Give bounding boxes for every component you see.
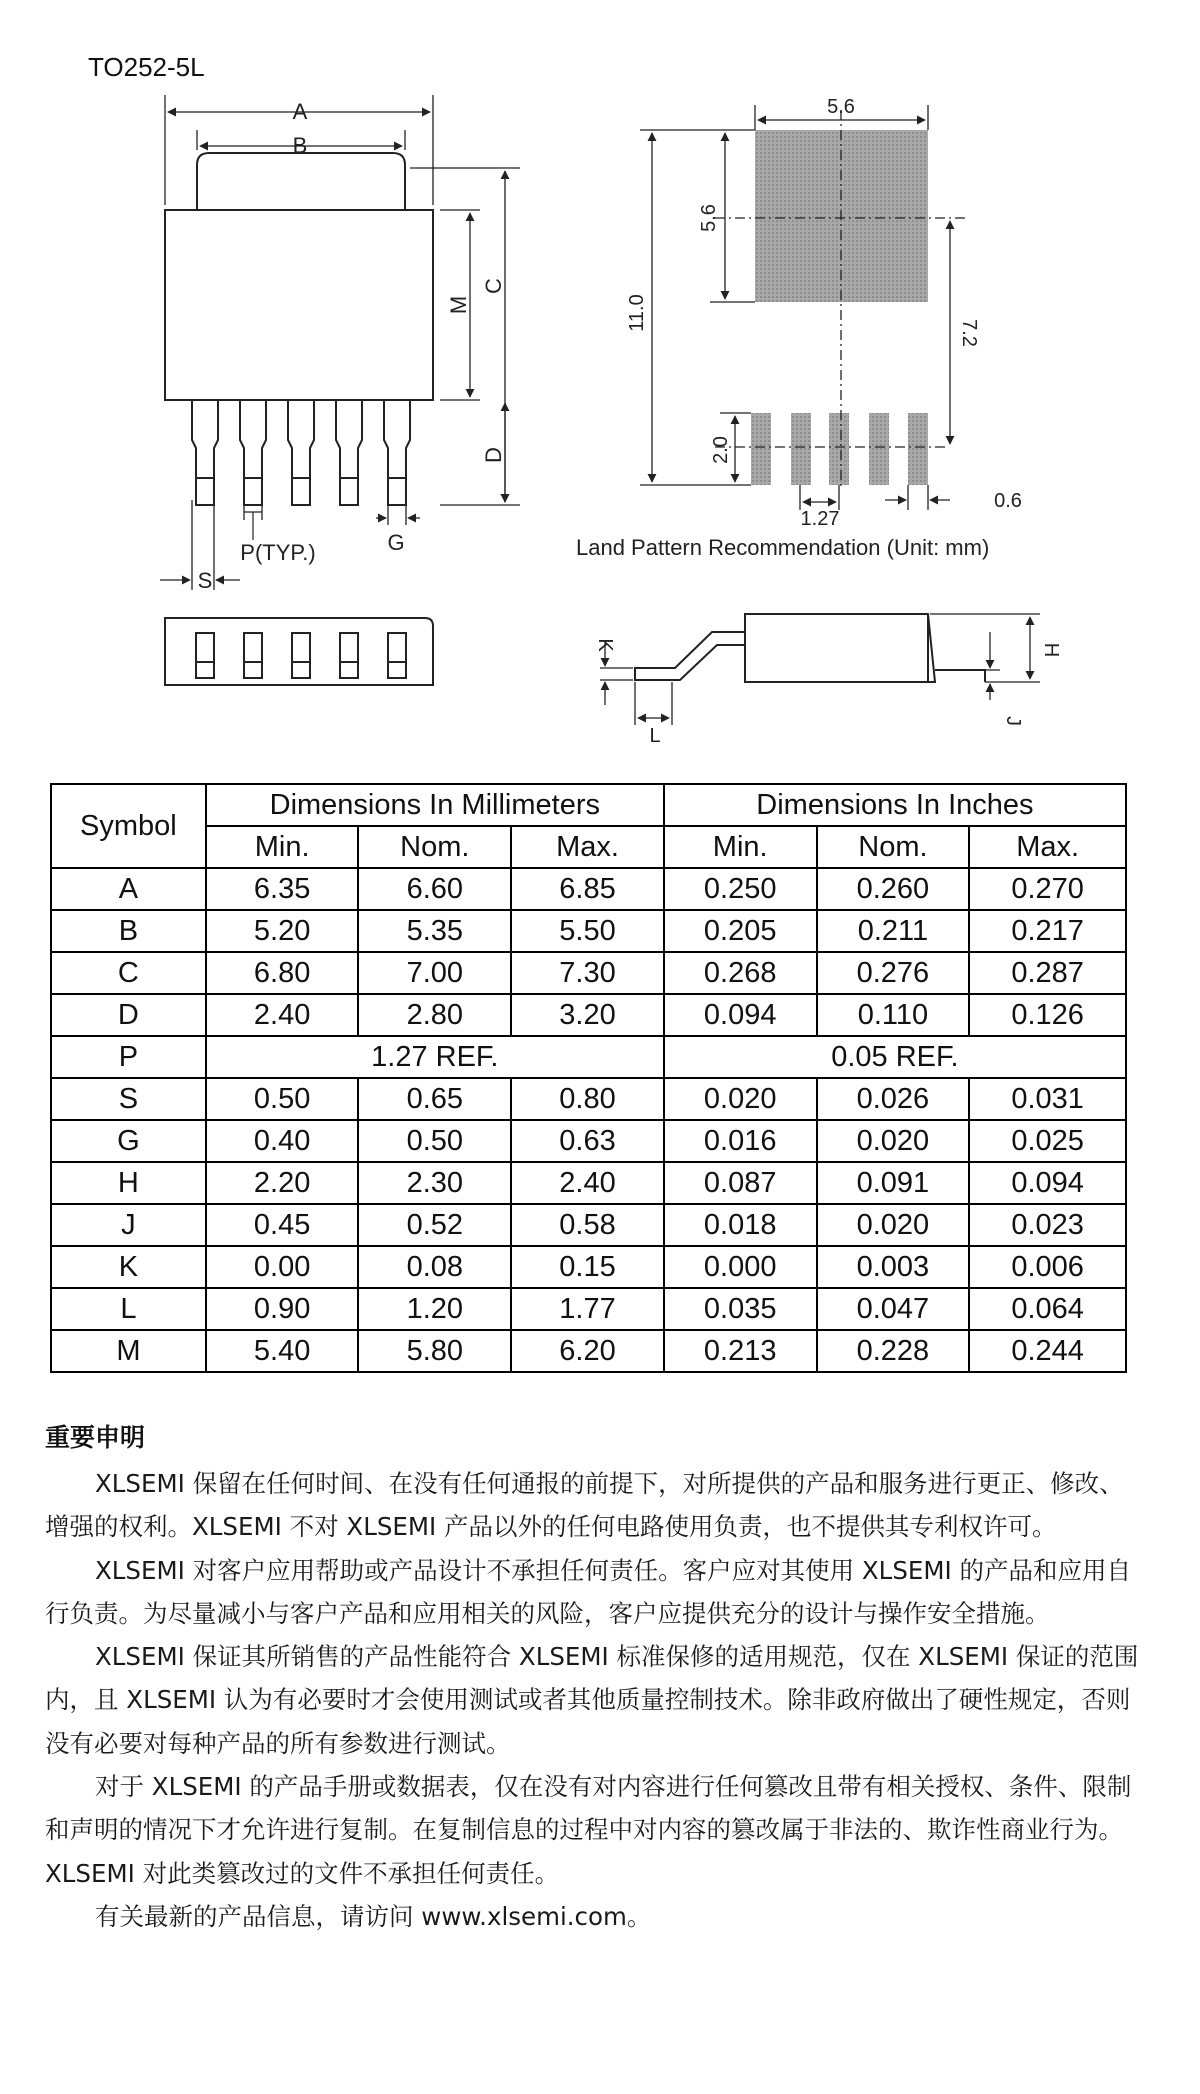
front-view: [165, 618, 433, 685]
value-cell: 6.80: [206, 952, 359, 994]
label-M: M: [446, 295, 471, 315]
subheader-in-min: Min.: [664, 826, 817, 868]
value-cell: 7.00: [358, 952, 511, 994]
symbol-cell: L: [51, 1288, 206, 1330]
land-pattern-caption: Land Pattern Recommendation (Unit: mm): [576, 535, 990, 560]
subheader-mm-max: Max.: [511, 826, 664, 868]
value-cell: 5.80: [358, 1330, 511, 1372]
value-cell: 7.30: [511, 952, 664, 994]
value-cell: 2.40: [206, 994, 359, 1036]
table-row: [51, 1288, 1126, 1330]
notice-body: [45, 1462, 1145, 1938]
value-cell: 0.094: [664, 994, 817, 1036]
symbol-cell: J: [51, 1204, 206, 1246]
package-drawing: [0, 0, 1200, 760]
label-S: S: [197, 568, 213, 593]
label-G: G: [387, 530, 405, 555]
value-cell: 0.087: [664, 1162, 817, 1204]
value-cell: 0.213: [664, 1330, 817, 1372]
value-cell: 0.003: [817, 1246, 970, 1288]
value-cell: 0.020: [664, 1078, 817, 1120]
table-row: [51, 868, 1126, 910]
inch-header: Dimensions In Inches: [664, 784, 1126, 826]
value-cell: 0.15: [511, 1246, 664, 1288]
symbol-cell: P: [51, 1036, 206, 1078]
land-dim-height: 5.6: [698, 204, 720, 232]
land-dim-total: 11.0: [626, 294, 648, 332]
land-pattern: [576, 96, 1022, 560]
label-P: P(TYP.): [240, 540, 316, 565]
subheader-in-max: Max.: [969, 826, 1126, 868]
value-cell: 0.268: [664, 952, 817, 994]
symbol-cell: G: [51, 1120, 206, 1162]
value-cell: 0.08: [358, 1246, 511, 1288]
value-cell: 0.228: [817, 1330, 970, 1372]
value-cell: 0.50: [358, 1120, 511, 1162]
table-row: [51, 1246, 1126, 1288]
value-cell: 0.52: [358, 1204, 511, 1246]
value-cell: 0.211: [817, 910, 970, 952]
dimensions-table: [50, 783, 1127, 1373]
notice-paragraph: XLSEMI 对客户应用帮助或产品设计不承担任何责任。客户应对其使用 XLSEMI 的产品和应用自行负责。为尽量减小与客户产品和应用相关的风险，客户应提供充分的设计与操作安全措施。: [45, 1555, 1132, 1628]
value-cell: 0.035: [664, 1288, 817, 1330]
value-cell: 0.016: [664, 1120, 817, 1162]
value-cell: 0.244: [969, 1330, 1126, 1372]
table-row: [51, 1204, 1126, 1246]
ref-mm-cell: 1.27 REF.: [206, 1036, 664, 1078]
value-cell: 0.126: [969, 994, 1126, 1036]
value-cell: 0.026: [817, 1078, 970, 1120]
symbol-header: Symbol: [51, 784, 206, 868]
notice-paragraph: 有关最新的产品信息，请访问 www.xlsemi.com。: [95, 1901, 652, 1931]
table-row: [51, 1162, 1126, 1204]
label-H: H: [1040, 642, 1062, 658]
value-cell: 0.250: [664, 868, 817, 910]
symbol-cell: A: [51, 868, 206, 910]
label-D: D: [481, 447, 506, 463]
land-dim-width: 5.6: [827, 96, 855, 118]
value-cell: 2.20: [206, 1162, 359, 1204]
value-cell: 0.63: [511, 1120, 664, 1162]
value-cell: 1.77: [511, 1288, 664, 1330]
top-view: [165, 153, 433, 505]
value-cell: 0.50: [206, 1078, 359, 1120]
table-row: [51, 952, 1126, 994]
value-cell: 0.65: [358, 1078, 511, 1120]
ref-inch-cell: 0.05 REF.: [664, 1036, 1126, 1078]
value-cell: 0.110: [817, 994, 970, 1036]
symbol-cell: M: [51, 1330, 206, 1372]
value-cell: 3.20: [511, 994, 664, 1036]
subheader-in-nom: Nom.: [817, 826, 970, 868]
table-row: [51, 1078, 1126, 1120]
value-cell: 2.30: [358, 1162, 511, 1204]
notice-title: 重要申明: [45, 1423, 146, 1452]
value-cell: 0.047: [817, 1288, 970, 1330]
value-cell: 0.260: [817, 868, 970, 910]
value-cell: 5.20: [206, 910, 359, 952]
label-B: B: [292, 133, 308, 158]
value-cell: 0.018: [664, 1204, 817, 1246]
value-cell: 0.020: [817, 1204, 970, 1246]
table-row: [51, 910, 1126, 952]
notice-paragraph: 对于 XLSEMI 的产品手册或数据表，仅在没有对内容进行任何篡改且带有相关授权、条件、限制和声明的情况下才允许进行复制。在复制信息的过程中对内容的篡改属于非法的、欺诈性商业行为。XLSEMI 对此类篡改过的文件不承担任何责任。: [45, 1772, 1132, 1888]
value-cell: 5.40: [206, 1330, 359, 1372]
value-cell: 2.40: [511, 1162, 664, 1204]
value-cell: 6.60: [358, 868, 511, 910]
symbol-cell: C: [51, 952, 206, 994]
table-row: [51, 1036, 1126, 1078]
value-cell: 0.80: [511, 1078, 664, 1120]
subheader-mm-nom: Nom.: [358, 826, 511, 868]
value-cell: 1.20: [358, 1288, 511, 1330]
symbol-cell: B: [51, 910, 206, 952]
value-cell: 0.90: [206, 1288, 359, 1330]
side-view: [635, 614, 985, 682]
value-cell: 0.58: [511, 1204, 664, 1246]
table-row: [51, 1120, 1126, 1162]
label-A: A: [292, 99, 308, 124]
notice-paragraph: XLSEMI 保证其所销售的产品性能符合 XLSEMI 标准保修的适用规范，仅在 XLSEMI 保证的范围内，且 XLSEMI 认为有必要时才会使用测试或者其他质量控制技术。除非政府做出了硬性规定，否则没有必要对每种产品的所有参数进行测试。: [45, 1642, 1139, 1758]
table-subheader-row: [51, 826, 1126, 868]
notice-paragraph: XLSEMI 保留在任何时间、在没有任何通报的前提下，对所提供的产品和服务进行更正、修改、增强的权利。XLSEMI 不对 XLSEMI 产品以外的任何电路使用负责，也不提供其专利权许可。: [45, 1469, 1124, 1542]
land-dim-pad: 2.0: [710, 436, 732, 464]
label-L: L: [649, 725, 661, 747]
value-cell: 0.020: [817, 1120, 970, 1162]
value-cell: 6.20: [511, 1330, 664, 1372]
value-cell: 6.35: [206, 868, 359, 910]
symbol-cell: S: [51, 1078, 206, 1120]
value-cell: 0.287: [969, 952, 1126, 994]
value-cell: 0.064: [969, 1288, 1126, 1330]
label-C: C: [481, 278, 506, 294]
subheader-mm-min: Min.: [206, 826, 359, 868]
label-J: J: [1002, 716, 1024, 726]
value-cell: 0.091: [817, 1162, 970, 1204]
label-K: K: [594, 638, 616, 652]
land-dim-pitch: 7.2: [958, 319, 980, 347]
value-cell: 5.50: [511, 910, 664, 952]
table-row: [51, 994, 1126, 1036]
table-row: [51, 1330, 1126, 1372]
leads: [192, 400, 410, 505]
value-cell: 0.023: [969, 1204, 1126, 1246]
value-cell: 0.40: [206, 1120, 359, 1162]
value-cell: 0.00: [206, 1246, 359, 1288]
value-cell: 0.45: [206, 1204, 359, 1246]
value-cell: 0.000: [664, 1246, 817, 1288]
symbol-cell: D: [51, 994, 206, 1036]
table-header-row: [51, 784, 1126, 826]
value-cell: 0.006: [969, 1246, 1126, 1288]
mm-header: Dimensions In Millimeters: [206, 784, 664, 826]
land-dim-lead-pitch: 1.27: [800, 508, 840, 530]
value-cell: 0.094: [969, 1162, 1126, 1204]
symbol-cell: H: [51, 1162, 206, 1204]
value-cell: 5.35: [358, 910, 511, 952]
value-cell: 0.031: [969, 1078, 1126, 1120]
value-cell: 0.217: [969, 910, 1126, 952]
value-cell: 0.025: [969, 1120, 1126, 1162]
land-dim-lead-width: 0.6: [994, 490, 1022, 512]
value-cell: 0.205: [664, 910, 817, 952]
value-cell: 6.85: [511, 868, 664, 910]
symbol-cell: K: [51, 1246, 206, 1288]
value-cell: 2.80: [358, 994, 511, 1036]
value-cell: 0.276: [817, 952, 970, 994]
package-title: TO252-5L: [88, 52, 205, 82]
value-cell: 0.270: [969, 868, 1126, 910]
